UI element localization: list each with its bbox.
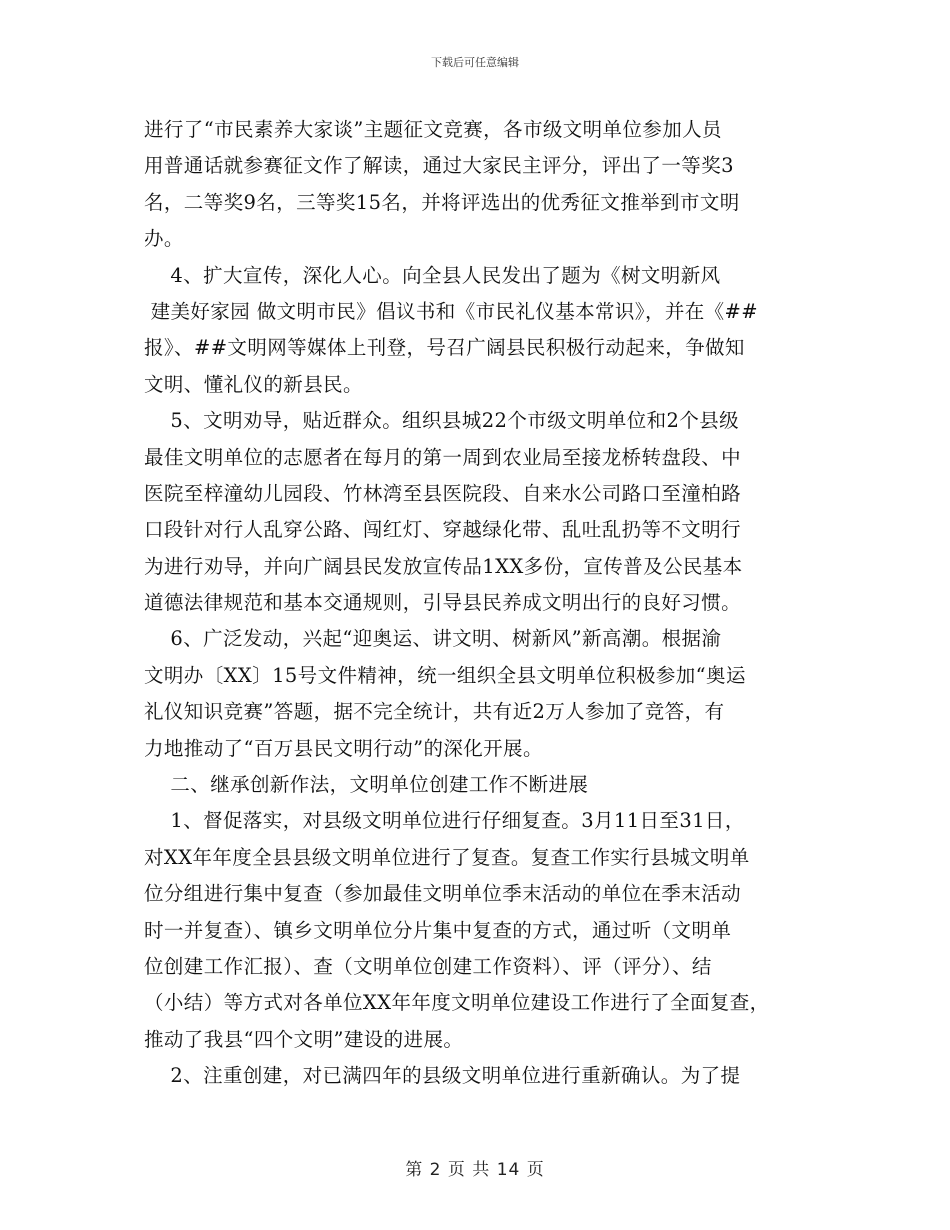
body-line: 对XX年年度全县县级文明单位进行了复查。复查工作实行县城文明单 (144, 845, 750, 869)
body-line: 4、扩大宣传，深化人心。向全县人民发出了题为《树文明新风 (144, 263, 721, 287)
body-line: 报》、##文明网等媒体上刊登，号召广阔县民积极行动起来，争做知 (144, 336, 745, 360)
body-line: 2、注重创建，对已满四年的县级文明单位进行重新确认。为了提 (144, 1064, 741, 1088)
body-line: 位创建工作汇报）、查（文明单位创建工作资料）、评（评分）、结 (144, 954, 712, 978)
section-heading: 二、继承创新作法，文明单位创建工作不断进展 (144, 773, 589, 797)
body-line: 办。 (144, 227, 184, 251)
body-line: 名，二等奖9名，三等奖15名，并将评选出的优秀征文推举到市文明 (144, 190, 740, 214)
body-line: 文明办〔XX〕15号文件精神，统一组织全县文明单位积极参加“奥运 (144, 663, 746, 687)
body-line: 推动了我县“四个文明”建设的进展。 (144, 1027, 464, 1051)
document-body (144, 112, 812, 1095)
body-line: 为进行劝导，并向广阔县民发放宣传品1XX多份，宣传普及公民基本 (144, 554, 743, 578)
body-line: 力地推动了“百万县民文明行动”的深化开展。 (144, 736, 543, 760)
body-line: 用普通话就参赛征文作了解读，通过大家民主评分，评出了一等奖3 (144, 154, 734, 178)
body-line: 进行了“市民素养大家谈”主题征文竞赛，各市级文明单位参加人员 (144, 118, 722, 141)
page-header: 下载后可任意编辑 (431, 56, 519, 69)
body-line: 6、广泛发动，兴起“迎奥运、讲文明、树新风”新高潮。根据渝 (144, 627, 722, 651)
page-number: 第 2 页 共 14 页 (405, 1160, 545, 1180)
body-line: 医院至梓潼幼儿园段、竹林湾至县医院段、自来水公司路口至潼柏路 (144, 481, 742, 505)
body-line: 礼仪知识竞赛”答题，据不完全统计，共有近2万人参加了竞答，有 (144, 700, 725, 724)
body-line: 口段针对行人乱穿公路、闯红灯、穿越绿化带、乱吐乱扔等不文明行 (144, 518, 742, 542)
body-line: 位分组进行集中复查（参加最佳文明单位季末活动的单位在季末活动 (144, 882, 742, 906)
body-line: 道德法律规范和基本交通规则，引导县民养成文明出行的良好习惯。 (144, 591, 742, 615)
body-line: 建美好家园 做文明市民》倡议书和《市民礼仪基本常识》，并在《## (144, 299, 759, 323)
body-line: 5、文明劝导，贴近群众。组织县城22个市级文明单位和2个县级 (144, 409, 740, 433)
body-line: 最佳文明单位的志愿者在每月的第一周到农业局至接龙桥转盘段、中 (144, 445, 742, 469)
body-line: 文明、懂礼仪的新县民。 (144, 372, 363, 396)
body-line: 时一并复查）、镇乡文明单位分片集中复查的方式，通过听（文明单 (144, 918, 732, 942)
body-line: 1、督促落实，对县级文明单位进行仔细复查。3月11日至31日， (144, 809, 745, 833)
body-line: （小结）等方式对各单位XX年年度文明单位建设工作进行了全面复查， (144, 991, 770, 1015)
